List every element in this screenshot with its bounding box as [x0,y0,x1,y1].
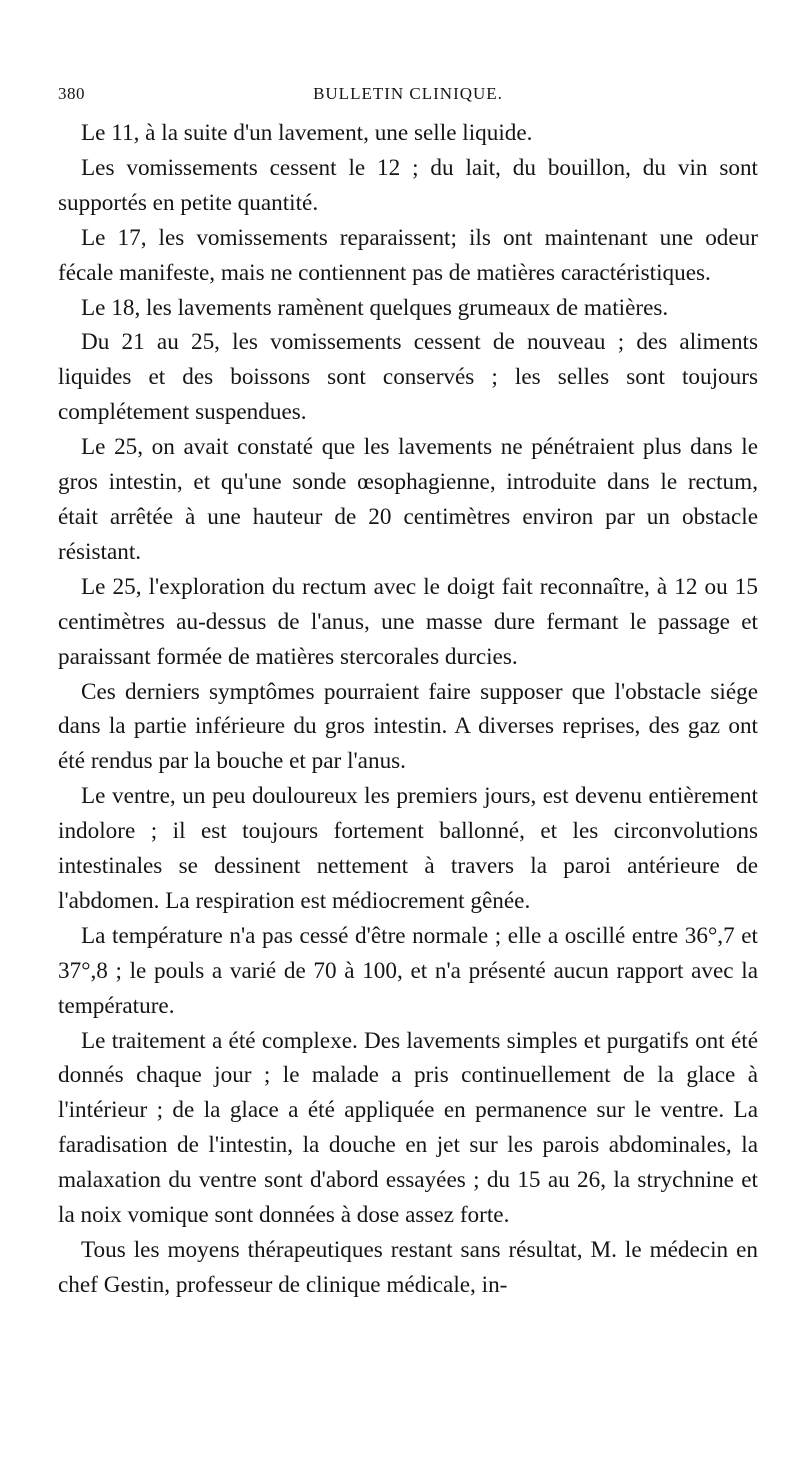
paragraph: Le 17, les vomissements reparaissent; ils ont maintenant une odeur fécale manifeste, mais ne contiennent pas de matières caractéristiques. [58,224,758,286]
running-head [58,84,758,110]
paragraph: Le 25, on avait constaté que les lavements ne pénétraient plus dans le gros intestin, et qu'une sonde œsophagienne, introduite dans le rectum, était arrêtée à une hauteur de 20 centimètres environ par un obstacle résistant. [58,434,758,565]
paragraph: Ces derniers symptômes pourraient faire supposer que l'obstacle siége dans la partie inférieure du gros intestin. A diverses reprises, des gaz ont été rendus par la bouche et par l'anus. [58,678,758,775]
page-number: 380 [58,84,85,103]
paragraph: Tous les moyens thérapeutiques restant sans résultat, M. le médecin en chef Gestin, professeur de clinique médicale, in- [58,1237,758,1298]
paragraph: Le 11, à la suite d'un lavement, une selle liquide. [81,120,533,146]
paragraph: Du 21 au 25, les vomissements cessent de nouveau ; des aliments liquides et des boissons sont conservés ; les selles sont toujours complétement suspendues. [58,329,758,426]
paragraph: Les vomissements cessent le 12 ; du lait, du bouillon, du vin sont supportés en petite quantité. [58,154,758,216]
document-page [58,84,758,1303]
paragraph: Le ventre, un peu douloureux les premiers jours, est devenu entièrement indolore ; il est toujours fortement ballonné, et les circonvolutions intestinales se dessinent nettement à travers la paroi antérieure de l'abdomen. La respiration est médiocrement gênée. [58,783,758,914]
paragraph: Le 18, les lavements ramènent quelques grumeaux de matières. [81,294,669,321]
paragraph: Le 25, l'exploration du rectum avec le doigt fait reconnaître, à 12 ou 15 centimètres au-dessus de l'anus, une masse dure fermant le passage et paraissant formée de matières stercorales durcies. [58,573,758,670]
running-title: BULLETIN CLINIQUE. [313,84,503,103]
paragraph: La température n'a pas cessé d'être normale ; elle a oscillé entre 36°,7 et 37°,8 ; le pouls a varié de 70 à 100, et n'a présenté aucun rapport avec la température. [58,922,758,1019]
paragraph: Le traitement a été complexe. Des lavements simples et purgatifs ont été donnés chaque jour ; le malade a pris continuellement de la glace à l'intérieur ; de la glace a été appliquée en permanence sur le ventre. La faradisation de l'intestin, la douche en jet sur les parois abdominales, la malaxation du ventre sont d'abord essayées ; du 15 au 26, la strychnine et la noix vomique sont données à dose assez forte. [58,1027,758,1229]
body-text [58,116,758,1303]
